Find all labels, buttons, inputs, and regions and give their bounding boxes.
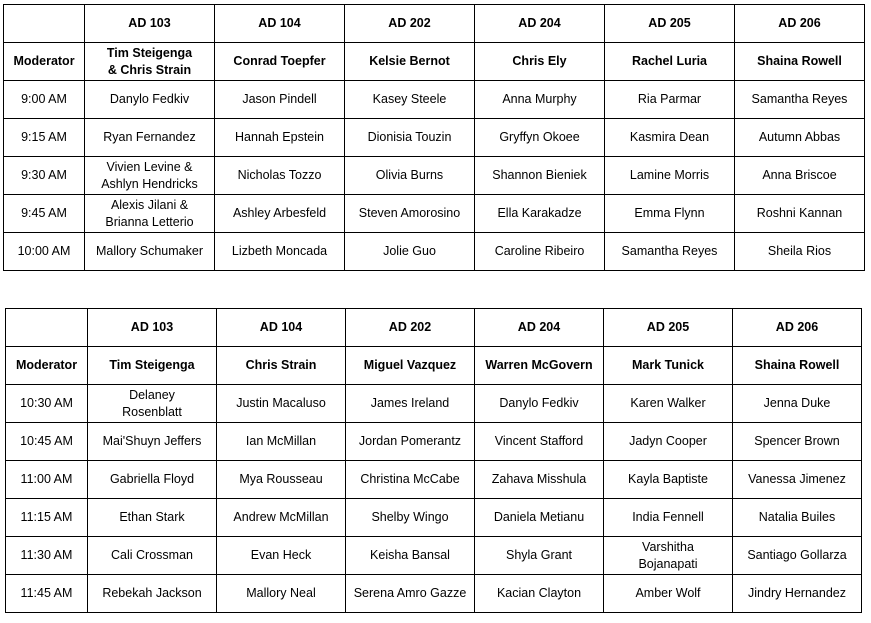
time-cell: 10:45 AM: [6, 423, 88, 461]
presenter-cell: Evan Heck: [217, 537, 346, 575]
room-header: AD 104: [217, 309, 346, 347]
time-slot-row: [4, 195, 865, 233]
moderator-name: Conrad Toepfer: [215, 43, 345, 81]
presenter-cell: Serena Amro Gazze: [346, 575, 475, 613]
time-slot-row: [6, 499, 862, 537]
presenter-cell: Christina McCabe: [346, 461, 475, 499]
time-cell: 9:45 AM: [4, 195, 85, 233]
presenter-cell: Ethan Stark: [88, 499, 217, 537]
time-cell: 9:30 AM: [4, 157, 85, 195]
room-header: AD 202: [345, 5, 475, 43]
time-cell: 11:30 AM: [6, 537, 88, 575]
presenter-cell: Gabriella Floyd: [88, 461, 217, 499]
room-header: AD 204: [475, 5, 605, 43]
presenter-cell: Ria Parmar: [605, 81, 735, 119]
corner-cell: [6, 309, 88, 347]
presenter-cell: Zahava Misshula: [475, 461, 604, 499]
moderator-name: Mark Tunick: [604, 347, 733, 385]
presenter-cell: Jenna Duke: [733, 385, 862, 423]
presenter-cell: Lamine Morris: [605, 157, 735, 195]
time-slot-row: [4, 81, 865, 119]
presenter-cell: Daniela Metianu: [475, 499, 604, 537]
room-header-row: [4, 5, 865, 43]
time-slot-row: [6, 461, 862, 499]
time-cell: 9:15 AM: [4, 119, 85, 157]
time-cell: 9:00 AM: [4, 81, 85, 119]
room-header: AD 206: [733, 309, 862, 347]
time-slot-row: [4, 119, 865, 157]
presenter-cell: Justin Macaluso: [217, 385, 346, 423]
presenter-cell: Alexis Jilani & Brianna Letterio: [85, 195, 215, 233]
room-header: AD 104: [215, 5, 345, 43]
presenter-cell: Samantha Reyes: [735, 81, 865, 119]
presenter-cell: Mai'Shuyn Jeffers: [88, 423, 217, 461]
presenter-cell: Nicholas Tozzo: [215, 157, 345, 195]
presenter-cell: Jindry Hernandez: [733, 575, 862, 613]
presenter-cell: Cali Crossman: [88, 537, 217, 575]
presenter-cell: Ella Karakadze: [475, 195, 605, 233]
presenter-cell: Kasey Steele: [345, 81, 475, 119]
room-header: AD 205: [605, 5, 735, 43]
time-slot-row: [4, 233, 865, 271]
presenter-cell: Autumn Abbas: [735, 119, 865, 157]
moderator-name: Chris Strain: [217, 347, 346, 385]
room-header: AD 202: [346, 309, 475, 347]
moderator-name: Kelsie Bernot: [345, 43, 475, 81]
time-cell: 11:00 AM: [6, 461, 88, 499]
presenter-cell: India Fennell: [604, 499, 733, 537]
presenter-cell: Danylo Fedkiv: [475, 385, 604, 423]
presenter-cell: Sheila Rios: [735, 233, 865, 271]
moderator-row: [4, 43, 865, 81]
presenter-cell: Mallory Neal: [217, 575, 346, 613]
schedule-table-morning: [3, 4, 865, 271]
presenter-cell: Varshitha Bojanapati: [604, 537, 733, 575]
time-slot-row: [6, 423, 862, 461]
room-header: AD 206: [735, 5, 865, 43]
presenter-cell: Kacian Clayton: [475, 575, 604, 613]
presenter-cell: Emma Flynn: [605, 195, 735, 233]
room-header: AD 103: [88, 309, 217, 347]
presenter-cell: Danylo Fedkiv: [85, 81, 215, 119]
time-cell: 11:45 AM: [6, 575, 88, 613]
room-header-row: [6, 309, 862, 347]
moderator-name: Chris Ely: [475, 43, 605, 81]
moderator-name: Miguel Vazquez: [346, 347, 475, 385]
room-header: AD 103: [85, 5, 215, 43]
moderator-name: Tim Steigenga: [88, 347, 217, 385]
presenter-cell: Jordan Pomerantz: [346, 423, 475, 461]
room-header: AD 205: [604, 309, 733, 347]
presenter-cell: Delaney Rosenblatt: [88, 385, 217, 423]
presenter-cell: Gryffyn Okoee: [475, 119, 605, 157]
presenter-cell: Kayla Baptiste: [604, 461, 733, 499]
presenter-cell: Keisha Bansal: [346, 537, 475, 575]
presenter-cell: Hannah Epstein: [215, 119, 345, 157]
presenter-cell: Steven Amorosino: [345, 195, 475, 233]
presenter-cell: Dionisia Touzin: [345, 119, 475, 157]
presenter-cell: Anna Murphy: [475, 81, 605, 119]
presenter-cell: Vanessa Jimenez: [733, 461, 862, 499]
presenter-cell: Samantha Reyes: [605, 233, 735, 271]
room-header: AD 204: [475, 309, 604, 347]
presenter-cell: Ian McMillan: [217, 423, 346, 461]
time-cell: 10:00 AM: [4, 233, 85, 271]
moderator-row: [6, 347, 862, 385]
moderator-label: Moderator: [6, 347, 88, 385]
presenter-cell: James Ireland: [346, 385, 475, 423]
corner-cell: [4, 5, 85, 43]
presenter-cell: Mallory Schumaker: [85, 233, 215, 271]
presenter-cell: Spencer Brown: [733, 423, 862, 461]
time-cell: 11:15 AM: [6, 499, 88, 537]
moderator-name: Shaina Rowell: [735, 43, 865, 81]
presenter-cell: Kasmira Dean: [605, 119, 735, 157]
presenter-cell: Jadyn Cooper: [604, 423, 733, 461]
time-slot-row: [6, 385, 862, 423]
presenter-cell: Shannon Bieniek: [475, 157, 605, 195]
schedule-table-late-morning: [5, 308, 862, 613]
presenter-cell: Amber Wolf: [604, 575, 733, 613]
presenter-cell: Karen Walker: [604, 385, 733, 423]
presenter-cell: Roshni Kannan: [735, 195, 865, 233]
presenter-cell: Vivien Levine & Ashlyn Hendricks: [85, 157, 215, 195]
presenter-cell: Rebekah Jackson: [88, 575, 217, 613]
presenter-cell: Vincent Stafford: [475, 423, 604, 461]
presenter-cell: Olivia Burns: [345, 157, 475, 195]
presenter-cell: Shyla Grant: [475, 537, 604, 575]
time-slot-row: [4, 157, 865, 195]
moderator-name: Shaina Rowell: [733, 347, 862, 385]
presenter-cell: Mya Rousseau: [217, 461, 346, 499]
presenter-cell: Ashley Arbesfeld: [215, 195, 345, 233]
presenter-cell: Andrew McMillan: [217, 499, 346, 537]
moderator-name: Warren McGovern: [475, 347, 604, 385]
presenter-cell: Anna Briscoe: [735, 157, 865, 195]
presenter-cell: Shelby Wingo: [346, 499, 475, 537]
presenter-cell: Lizbeth Moncada: [215, 233, 345, 271]
time-slot-row: [6, 575, 862, 613]
time-slot-row: [6, 537, 862, 575]
moderator-label: Moderator: [4, 43, 85, 81]
presenter-cell: Jason Pindell: [215, 81, 345, 119]
time-cell: 10:30 AM: [6, 385, 88, 423]
presenter-cell: Ryan Fernandez: [85, 119, 215, 157]
moderator-name: Tim Steigenga & Chris Strain: [85, 43, 215, 81]
presenter-cell: Natalia Builes: [733, 499, 862, 537]
presenter-cell: Jolie Guo: [345, 233, 475, 271]
moderator-name: Rachel Luria: [605, 43, 735, 81]
presenter-cell: Caroline Ribeiro: [475, 233, 605, 271]
presenter-cell: Santiago Gollarza: [733, 537, 862, 575]
